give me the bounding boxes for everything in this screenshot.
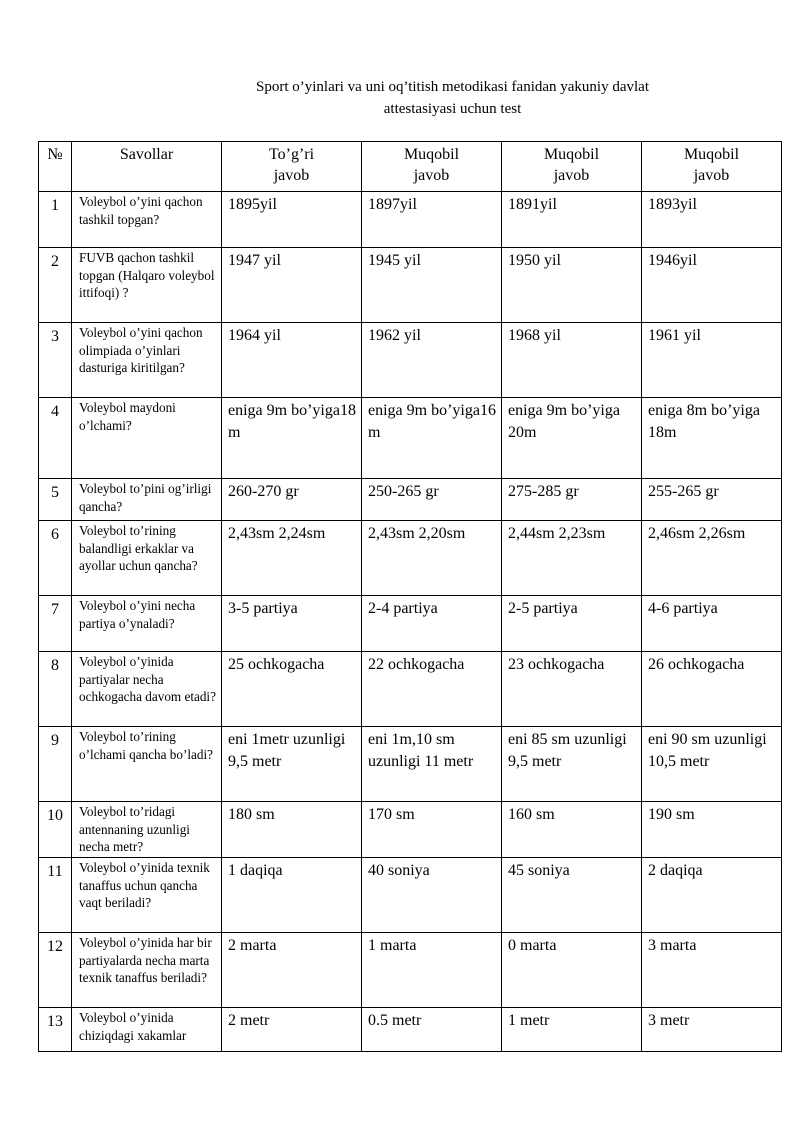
alternative-answer-2: 1 metr [502, 1008, 642, 1052]
row-number: 4 [39, 398, 72, 479]
alternative-answer-2: 1891yil [502, 192, 642, 248]
row-number: 6 [39, 521, 72, 596]
row-number: 5 [39, 479, 72, 521]
alternative-answer-2: 1950 yil [502, 248, 642, 323]
table-row [39, 323, 782, 398]
header-alternative-2: Muqobil javob [502, 142, 642, 192]
correct-answer: 1 daqiqa [222, 858, 362, 933]
question-text: Voleybol o’yini necha partiya o’ynaladi? [72, 596, 222, 652]
alternative-answer-3: 2 daqiqa [642, 858, 782, 933]
correct-answer: 25 ochkogacha [222, 652, 362, 727]
table-row [39, 652, 782, 727]
row-number: 11 [39, 858, 72, 933]
alternative-answer-2: 2,44sm 2,23sm [502, 521, 642, 596]
alternative-answer-3: 1961 yil [642, 323, 782, 398]
row-number: 8 [39, 652, 72, 727]
table-row [39, 479, 782, 521]
header-alternative-3: Muqobil javob [642, 142, 782, 192]
correct-answer: eniga 9m bo’yiga18 m [222, 398, 362, 479]
row-number: 10 [39, 802, 72, 858]
correct-answer: 1964 yil [222, 323, 362, 398]
title-line-1: Sport o’yinlari va uni oq’titish metodikasi fanidan yakuniy davlat [256, 79, 649, 95]
header-questions: Savollar [72, 142, 222, 192]
header-alternative-1: Muqobil javob [362, 142, 502, 192]
header-correct-answer: To’g’ri javob [222, 142, 362, 192]
alternative-answer-2: 0 marta [502, 933, 642, 1008]
alternative-answer-2: 45 soniya [502, 858, 642, 933]
row-number: 3 [39, 323, 72, 398]
question-text: Voleybol to’pini og’irligi qancha? [72, 479, 222, 521]
correct-answer: 180 sm [222, 802, 362, 858]
alternative-answer-2: 2-5 partiya [502, 596, 642, 652]
correct-answer: 1947 yil [222, 248, 362, 323]
alternative-answer-1: 2,43sm 2,20sm [362, 521, 502, 596]
alternative-answer-3: 3 metr [642, 1008, 782, 1052]
correct-answer: 2 marta [222, 933, 362, 1008]
row-number: 12 [39, 933, 72, 1008]
alternative-answer-3: 3 marta [642, 933, 782, 1008]
question-text: Voleybol to’rining o’lchami qancha bo’ladi? [72, 727, 222, 802]
correct-answer: 2,43sm 2,24sm [222, 521, 362, 596]
correct-answer: eni 1metr uzunligi 9,5 metr [222, 727, 362, 802]
row-number: 2 [39, 248, 72, 323]
question-text: Voleybol o’yini qachon tashkil topgan? [72, 192, 222, 248]
row-number: 13 [39, 1008, 72, 1052]
alternative-answer-3: 2,46sm 2,26sm [642, 521, 782, 596]
alternative-answer-1: 1897yil [362, 192, 502, 248]
alternative-answer-3: 190 sm [642, 802, 782, 858]
correct-answer: 1895yil [222, 192, 362, 248]
question-text: Voleybol maydoni o’lchami? [72, 398, 222, 479]
alternative-answer-3: 1946yil [642, 248, 782, 323]
question-text: Voleybol o’yinida har bir partiyalarda necha marta texnik tanaffus beriladi? [72, 933, 222, 1008]
alternative-answer-1: 170 sm [362, 802, 502, 858]
row-number: 7 [39, 596, 72, 652]
alternative-answer-2: eniga 9m bo’yiga 20m [502, 398, 642, 479]
question-text: Voleybol o’yini qachon olimpiada o’yinlari dasturiga kiritilgan? [72, 323, 222, 398]
alternative-answer-1: 40 soniya [362, 858, 502, 933]
alternative-answer-2: 275-285 gr [502, 479, 642, 521]
alternative-answer-3: 26 ochkogacha [642, 652, 782, 727]
question-text: Voleybol o’yinida texnik tanaffus uchun qancha vaqt beriladi? [72, 858, 222, 933]
table-header-row [39, 142, 782, 192]
alternative-answer-1: 250-265 gr [362, 479, 502, 521]
test-table [38, 141, 782, 1052]
question-text: Voleybol to’ridagi antennaning uzunligi necha metr? [72, 802, 222, 858]
table-row [39, 858, 782, 933]
alternative-answer-1: 2-4 partiya [362, 596, 502, 652]
alternative-answer-1: 1945 yil [362, 248, 502, 323]
row-number: 1 [39, 192, 72, 248]
table-row [39, 933, 782, 1008]
question-text: Voleybol o’yinida chiziqdagi xakamlar [72, 1008, 222, 1052]
document-title [180, 76, 725, 120]
table-row [39, 192, 782, 248]
alternative-answer-1: 22 ochkogacha [362, 652, 502, 727]
alternative-answer-1: eni 1m,10 sm uzunligi 11 metr [362, 727, 502, 802]
table-row [39, 248, 782, 323]
alternative-answer-1: 1962 yil [362, 323, 502, 398]
alternative-answer-2: 1968 yil [502, 323, 642, 398]
alternative-answer-2: 160 sm [502, 802, 642, 858]
alternative-answer-3: 255-265 gr [642, 479, 782, 521]
row-number: 9 [39, 727, 72, 802]
question-text: Voleybol to’rining balandligi erkaklar va ayollar uchun qancha? [72, 521, 222, 596]
alternative-answer-3: eniga 8m bo’yiga 18m [642, 398, 782, 479]
alternative-answer-3: 4-6 partiya [642, 596, 782, 652]
table-row [39, 802, 782, 858]
table-row [39, 727, 782, 802]
table-row [39, 521, 782, 596]
alternative-answer-1: 1 marta [362, 933, 502, 1008]
correct-answer: 3-5 partiya [222, 596, 362, 652]
table-row [39, 596, 782, 652]
alternative-answer-1: eniga 9m bo’yiga16 m [362, 398, 502, 479]
alternative-answer-3: eni 90 sm uzunligi 10,5 metr [642, 727, 782, 802]
table-row [39, 398, 782, 479]
correct-answer: 260-270 gr [222, 479, 362, 521]
alternative-answer-1: 0.5 metr [362, 1008, 502, 1052]
question-text: Voleybol o’yinida partiyalar necha ochkogacha davom etadi? [72, 652, 222, 727]
alternative-answer-2: eni 85 sm uzunligi 9,5 metr [502, 727, 642, 802]
header-number: № [39, 142, 72, 192]
table-row [39, 1008, 782, 1052]
alternative-answer-3: 1893yil [642, 192, 782, 248]
question-text: FUVB qachon tashkil topgan (Halqaro voleybol ittifoqi) ? [72, 248, 222, 323]
title-line-2: attestasiyasi uchun test [383, 101, 522, 117]
correct-answer: 2 metr [222, 1008, 362, 1052]
alternative-answer-2: 23 ochkogacha [502, 652, 642, 727]
